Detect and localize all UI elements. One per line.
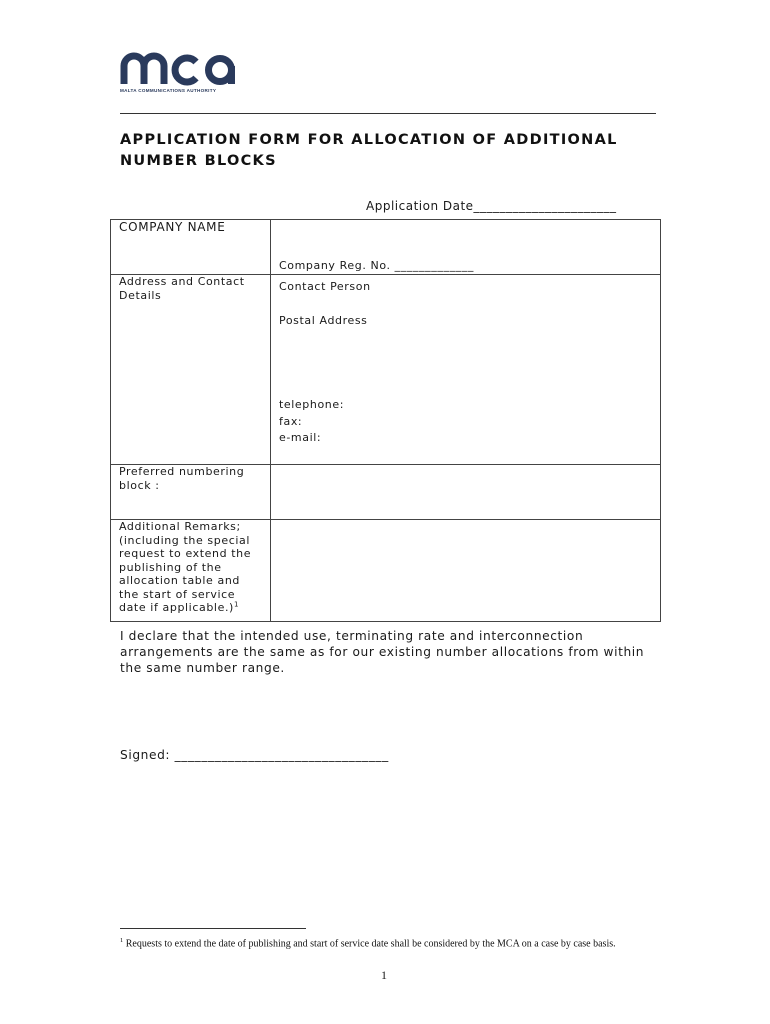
- preferred-block-label: Preferred numbering block :: [111, 465, 271, 520]
- table-row: [111, 275, 661, 465]
- company-name-cell[interactable]: [271, 220, 661, 275]
- declaration-text: I declare that the intended use, terminating rate and interconnection arrangements are the same as for our existing number allocations from within the same number range.: [120, 629, 645, 675]
- address-contact-label: Address and Contact Details: [111, 275, 271, 465]
- additional-remarks-text: Additional Remarks; (including the special request to extend the publishing of the allocation table and the start of service date if applicable.): [119, 520, 252, 614]
- form-title: APPLICATION FORM FOR ALLOCATION OF ADDITIONAL NUMBER BLOCKS: [120, 132, 618, 169]
- footnote-number: 1: [120, 937, 124, 944]
- table-row: [111, 520, 661, 622]
- footnote-text: Requests to extend the date of publishing and start of service date shall be considered by the MCA on a case by case basis.: [125, 938, 616, 950]
- additional-remarks-label: [111, 520, 271, 622]
- header-rule: [120, 113, 656, 114]
- application-form-table: [110, 219, 661, 622]
- mca-logo: [120, 50, 242, 98]
- company-name-label: COMPANY NAME: [111, 220, 271, 275]
- telephone-field[interactable]: telephone:: [279, 398, 345, 411]
- company-reg-no-field[interactable]: Company Reg. No. _____________: [279, 259, 474, 272]
- postal-address-field[interactable]: Postal Address: [279, 314, 368, 327]
- signature-field[interactable]: Signed: ________________________________: [120, 748, 389, 762]
- table-row: [111, 220, 661, 275]
- contact-person-field[interactable]: Contact Person: [279, 280, 371, 293]
- footnote-ref: 1: [233, 600, 239, 609]
- application-date-field[interactable]: Application Date______________________: [366, 199, 617, 213]
- footnote: [120, 934, 660, 951]
- logo-subtitle: MALTA COMMUNICATIONS AUTHORITY: [120, 88, 217, 93]
- mca-wordmark-icon: [120, 50, 242, 86]
- footnote-rule: [120, 928, 306, 929]
- page-number: 1: [381, 968, 387, 982]
- additional-remarks-cell[interactable]: [271, 520, 661, 622]
- preferred-block-cell[interactable]: [271, 465, 661, 520]
- table-row: [111, 465, 661, 520]
- email-field[interactable]: e-mail:: [279, 431, 322, 444]
- address-contact-cell[interactable]: [271, 275, 661, 465]
- fax-field[interactable]: fax:: [279, 414, 303, 428]
